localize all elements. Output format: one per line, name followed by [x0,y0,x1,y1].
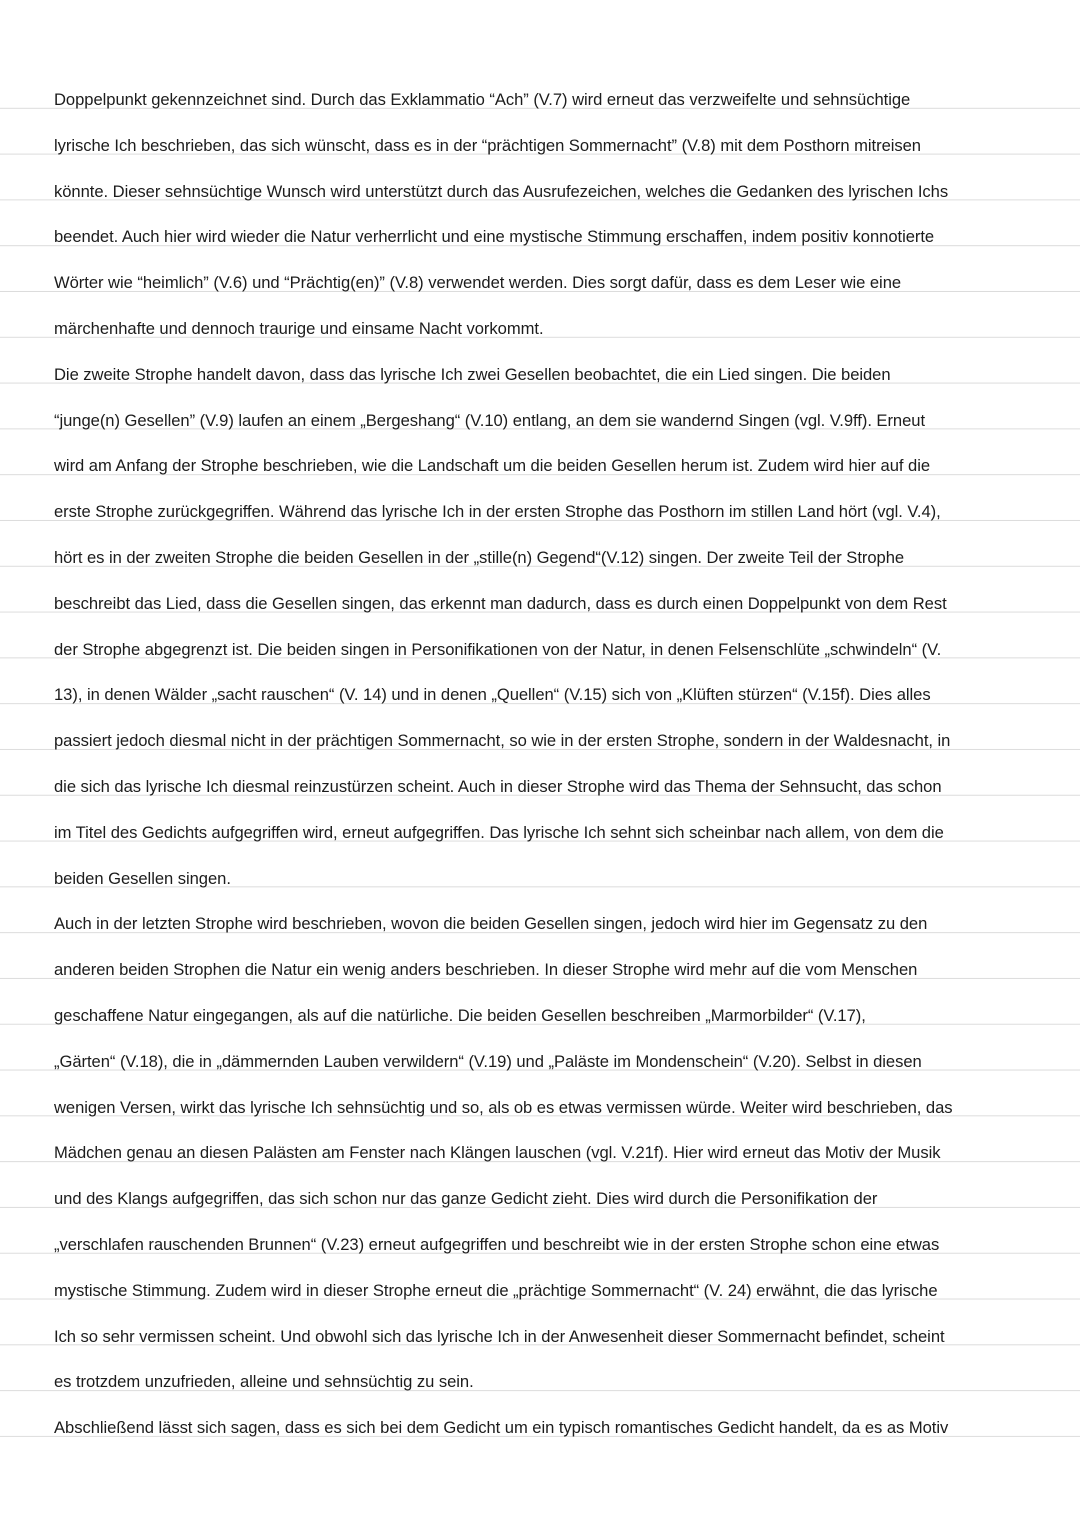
text-line: beiden Gesellen singen. [54,868,231,888]
text-line: passiert jedoch diesmal nicht in der prächtigen Sommernacht, so wie in der ersten Strophe, sondern in der Waldesnacht, in [54,731,951,751]
text-line: könnte. Dieser sehnsüchtige Wunsch wird unterstützt durch das Ausrufezeichen, welches die Gedanken des lyrischen Ichs [54,181,949,201]
text-line: lyrische Ich beschrieben, das sich wünscht, dass es in der “prächtigen Sommernacht” (V.8) mit dem Posthorn mitreisen [54,135,921,155]
text-line: wird am Anfang der Strophe beschrieben, wie die Landschaft um die beiden Gesellen herum ist. Zudem wird hier auf die [54,456,931,476]
text-line: „verschlafen rauschenden Brunnen“ (V.23) erneut aufgegriffen und beschreibt wie in der ersten Strophe schon eine etwas [54,1234,940,1254]
text-line: „Gärten“ (V.18), die in „dämmernden Lauben verwildern“ (V.19) und „Paläste im Mondenschein“ (V.20). Selbst in diesen [54,1051,922,1071]
text-line: “junge(n) Gesellen” (V.9) laufen an einem „Bergeshang“ (V.10) entlang, an dem sie wandernd Singen (vgl. V.9ff). Erneut [54,410,926,430]
text-line: Mädchen genau an diesen Palästen am Fenster nach Klängen lauschen (vgl. V.21f). Hier wird erneut das Motiv der Musik [54,1143,941,1163]
text-line: Die zweite Strophe handelt davon, dass das lyrische Ich zwei Gesellen beobachtet, die ein Lied singen. Die beiden [54,364,891,384]
text-line: Doppelpunkt gekennzeichnet sind. Durch das Exklammatio “Ach” (V.7) wird erneut das verzweifelte und sehnsüchtige [54,90,911,109]
text-line: es trotzdem unzufrieden, alleine und sehnsüchtig zu sein. [54,1372,474,1392]
text-line: beendet. Auch hier wird wieder die Natur verherrlicht und eine mystische Stimmung erschaffen, indem positiv konnotierte [54,227,935,247]
text-line: geschaffene Natur eingegangen, als auf die natürliche. Die beiden Gesellen beschreiben „Marmorbilder“ (V.17), [54,1005,866,1025]
text-line: beschreibt das Lied, dass die Gesellen singen, das erkennt man dadurch, dass es durch einen Doppelpunkt von dem Rest [54,593,947,613]
text-line: Abschließend lässt sich sagen, dass es sich bei dem Gedicht um ein typisch romantisches Gedicht handelt, da es as Motiv [54,1418,949,1438]
text-line: 13), in denen Wälder „sacht rauschen“ (V. 14) und in denen „Quellen“ (V.15) sich von „Klüften stürzen“ (V.15f). Dies alles [54,685,931,705]
text-line: anderen beiden Strophen die Natur ein wenig anders beschrieben. In dieser Strophe wird mehr auf die vom Menschen [54,960,918,980]
text-line: wenigen Versen, wirkt das lyrische Ich sehnsüchtig und so, als ob es etwas vermissen würde. Weiter wird beschrieben, das [54,1097,953,1117]
text-line: im Titel des Gedichts aufgegriffen wird, erneut aufgegriffen. Das lyrische Ich sehnt sich scheinbar nach allem, von dem die [54,822,944,842]
text-line: märchenhafte und dennoch traurige und einsame Nacht vorkommt. [54,318,544,338]
text-line: die sich das lyrische Ich diesmal reinzustürzen scheint. Auch in dieser Strophe wird das Thema der Sehnsucht, das schon [54,776,942,796]
essay-text [54,86,1044,1460]
text-line: Auch in der letzten Strophe wird beschrieben, wovon die beiden Gesellen singen, jedoch wird hier im Gegensatz zu den [54,914,928,934]
text-line: Ich so sehr vermissen scheint. Und obwohl sich das lyrische Ich in der Anwesenheit dieser Sommernacht befindet, scheint [54,1326,945,1346]
text-line: erste Strophe zurückgegriffen. Während das lyrische Ich in der ersten Strophe das Posthorn im stillen Land hört (vgl. V.4), [54,502,941,522]
text-line: der Strophe abgegrenzt ist. Die beiden singen in Personifikationen von der Natur, in denen Felsenschlüte „schwindeln“ (V. [54,639,942,659]
text-line: und des Klangs aufgegriffen, das sich schon nur das ganze Gedicht zieht. Dies wird durch die Personifikation der [54,1189,878,1209]
page-top-margin [0,0,1080,100]
text-line: hört es in der zweiten Strophe die beiden Gesellen in der „stille(n) Gegend“(V.12) singen. Der zweite Teil der Strophe [54,547,905,567]
text-line: mystische Stimmung. Zudem wird in dieser Strophe erneut die „prächtige Sommernacht“ (V. 24) erwähnt, die das lyrische [54,1280,938,1300]
text-line: Wörter wie “heimlich” (V.6) und “Prächtig(en)” (V.8) verwendet werden. Dies sorgt dafür, dass es dem Leser wie eine [54,273,902,293]
